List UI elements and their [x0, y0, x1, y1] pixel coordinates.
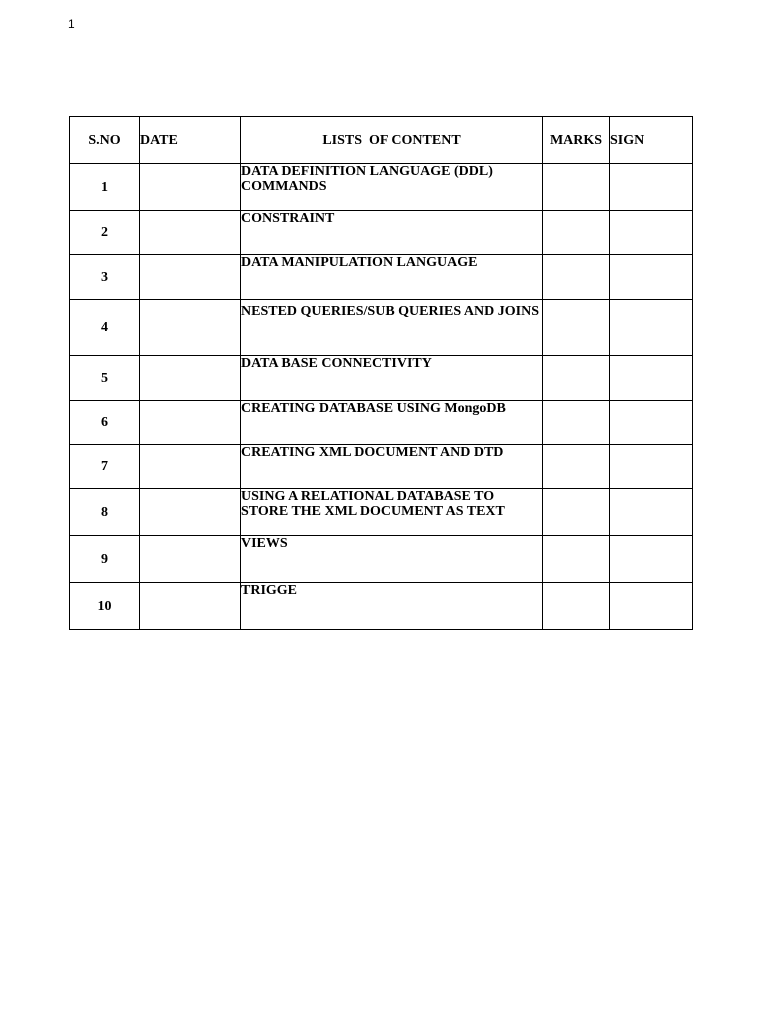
- sign-cell: [610, 255, 693, 300]
- sno-cell: 6: [70, 401, 140, 445]
- content-cell: CREATING XML DOCUMENT AND DTD: [241, 445, 543, 489]
- date-cell: [140, 300, 241, 356]
- content-cell: VIEWS: [241, 536, 543, 583]
- content-cell: DATA DEFINITION LANGUAGE (DDL) COMMANDS: [241, 164, 543, 211]
- sno-cell: 2: [70, 211, 140, 255]
- page-number: 1: [68, 17, 75, 31]
- table-row: [70, 356, 693, 401]
- date-cell: [140, 401, 241, 445]
- sign-cell: [610, 164, 693, 211]
- marks-cell: [543, 401, 610, 445]
- marks-cell: [543, 445, 610, 489]
- sign-cell: [610, 356, 693, 401]
- content-cell: CREATING DATABASE USING MongoDB: [241, 401, 543, 445]
- header-date: DATE: [140, 117, 241, 164]
- sign-cell: [610, 401, 693, 445]
- marks-cell: [543, 255, 610, 300]
- sign-cell: [610, 211, 693, 255]
- marks-cell: [543, 300, 610, 356]
- table-row: [70, 536, 693, 583]
- marks-cell: [543, 356, 610, 401]
- header-sign: SIGN: [610, 117, 693, 164]
- table-row: [70, 489, 693, 536]
- sno-cell: 10: [70, 583, 140, 630]
- table-row: [70, 211, 693, 255]
- marks-cell: [543, 489, 610, 536]
- date-cell: [140, 489, 241, 536]
- sno-cell: 8: [70, 489, 140, 536]
- date-cell: [140, 445, 241, 489]
- sno-cell: 5: [70, 356, 140, 401]
- sno-cell: 9: [70, 536, 140, 583]
- content-cell: USING A RELATIONAL DATABASE TO STORE THE XML DOCUMENT AS TEXT: [241, 489, 543, 536]
- sno-cell: 3: [70, 255, 140, 300]
- sno-cell: 7: [70, 445, 140, 489]
- content-cell: DATA MANIPULATION LANGUAGE: [241, 255, 543, 300]
- sign-cell: [610, 583, 693, 630]
- table-row: [70, 300, 693, 356]
- sign-cell: [610, 300, 693, 356]
- date-cell: [140, 211, 241, 255]
- sign-cell: [610, 489, 693, 536]
- content-cell: NESTED QUERIES/SUB QUERIES AND JOINS: [241, 300, 543, 356]
- date-cell: [140, 255, 241, 300]
- marks-cell: [543, 164, 610, 211]
- sign-cell: [610, 445, 693, 489]
- date-cell: [140, 583, 241, 630]
- marks-cell: [543, 583, 610, 630]
- content-cell: TRIGGE: [241, 583, 543, 630]
- sno-cell: 1: [70, 164, 140, 211]
- table-row: [70, 445, 693, 489]
- header-content: LISTS OF CONTENT: [241, 117, 543, 164]
- table-row: [70, 401, 693, 445]
- table-row: [70, 164, 693, 211]
- content-cell: DATA BASE CONNECTIVITY: [241, 356, 543, 401]
- marks-cell: [543, 211, 610, 255]
- date-cell: [140, 536, 241, 583]
- content-cell: CONSTRAINT: [241, 211, 543, 255]
- table-header-row: [70, 117, 693, 164]
- marks-cell: [543, 536, 610, 583]
- date-cell: [140, 356, 241, 401]
- header-sno: S.NO: [70, 117, 140, 164]
- sno-cell: 4: [70, 300, 140, 356]
- sign-cell: [610, 536, 693, 583]
- table-row: [70, 255, 693, 300]
- contents-table: [69, 116, 693, 630]
- header-marks: MARKS: [543, 117, 610, 164]
- date-cell: [140, 164, 241, 211]
- table-row: [70, 583, 693, 630]
